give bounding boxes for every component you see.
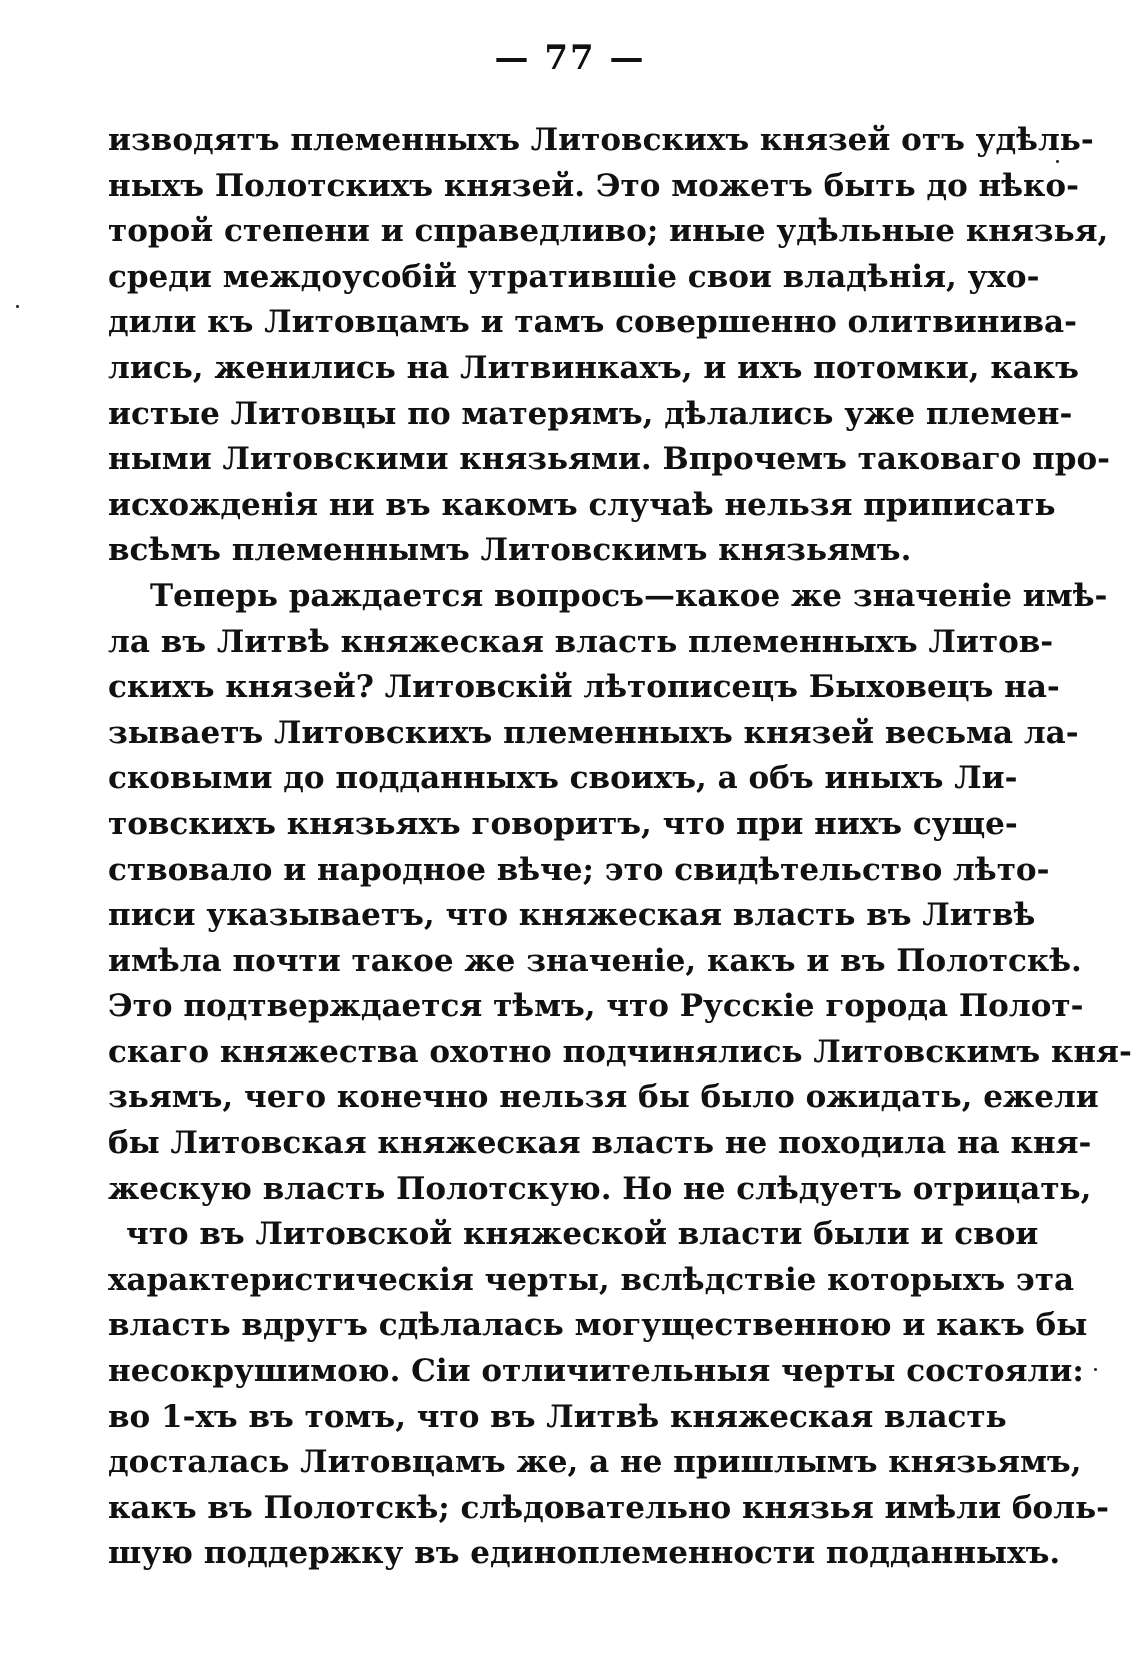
- text-line: исхожденія ни въ какомъ случаѣ нельзя приписать: [108, 486, 1056, 523]
- text-line: сковыми до подданныхъ своихъ, а объ иныхъ Ли-: [108, 760, 1018, 797]
- text-line: дили къ Литовцамъ и тамъ совершенно олитвинива-: [108, 304, 1077, 341]
- print-speck: [1094, 1368, 1097, 1371]
- print-speck: [16, 305, 19, 308]
- text-line: власть вдругъ сдѣлалась могущественною и какъ бы: [108, 1307, 1088, 1344]
- text-line: что въ Литовской княжеской власти были и свои: [126, 1216, 1039, 1253]
- text-line: торой степени и справедливо; иные удѣльные князья,: [108, 213, 1109, 250]
- text-line: имѣла почти такое же значеніе, какъ и въ Полотскѣ.: [108, 942, 1082, 979]
- text-line: товскихъ князьяхъ говоритъ, что при нихъ суще-: [108, 805, 1018, 842]
- text-line: бы Литовская княжеская власть не походила на кня-: [108, 1125, 1092, 1162]
- text-line: характеристическія черты, вслѣдствіе которыхъ эта: [108, 1261, 1075, 1298]
- text-line: изводятъ племенныхъ Литовскихъ князей отъ удѣль-: [108, 122, 1094, 158]
- text-line: ствовало и народное вѣче; это свидѣтельство лѣто-: [108, 851, 1050, 888]
- text-line: истые Литовцы по матерямъ, дѣлались уже племен-: [108, 395, 1073, 432]
- paragraph-first-line: Теперь раждается вопросъ—какое же значеніе имѣ-: [150, 577, 1108, 614]
- text-line: лись, женились на Литвинкахъ, и ихъ потомки, какъ: [108, 349, 1079, 386]
- text-line: жескую власть Полотскую. Но не слѣдуетъ отрицать,: [108, 1170, 1092, 1207]
- text-line: среди междоусобій утратившіе свои владѣнія, ухо-: [108, 258, 1040, 295]
- print-speck: [1056, 160, 1059, 163]
- text-line: несокрушимою. Сіи отличительныя черты состояли:: [108, 1353, 1084, 1390]
- paragraph-last-line: всѣмъ племеннымъ Литовскимъ князьямъ.: [108, 532, 912, 569]
- text-line: какъ въ Полотскѣ; слѣдовательно князья имѣли боль-: [108, 1489, 1109, 1526]
- body-text: [108, 118, 1132, 1577]
- text-line: шую поддержку въ единоплеменности подданныхъ.: [108, 1535, 1061, 1572]
- text-line: скаго княжества охотно подчинялись Литовскимъ кня-: [108, 1033, 1132, 1070]
- page-number: — 77 —: [494, 38, 646, 78]
- text-line: писи указываетъ, что княжеская власть въ Литвѣ: [108, 897, 1036, 934]
- text-line: ла въ Литвѣ княжеская власть племенныхъ Литов-: [108, 623, 1054, 660]
- text-line: Это подтверждается тѣмъ, что Русскіе города Полот-: [108, 988, 1084, 1025]
- text-line: зываетъ Литовскихъ племенныхъ князей весьма ла-: [108, 714, 1079, 751]
- text-line: ныхъ Полотскихъ князей. Это можетъ быть до нѣко-: [108, 167, 1079, 204]
- text-line: зьямъ, чего конечно нельзя бы было ожидать, ежели: [108, 1079, 1099, 1116]
- text-line: досталась Литовцамъ же, а не пришлымъ князьямъ,: [108, 1444, 1082, 1481]
- text-line: скихъ князей? Литовскій лѣтописецъ Быховецъ на-: [108, 669, 1060, 706]
- text-line: ными Литовскими князьями. Впрочемъ таковаго про-: [108, 441, 1111, 478]
- text-line: во 1-хъ въ томъ, что въ Литвѣ княжеская власть: [108, 1398, 1007, 1435]
